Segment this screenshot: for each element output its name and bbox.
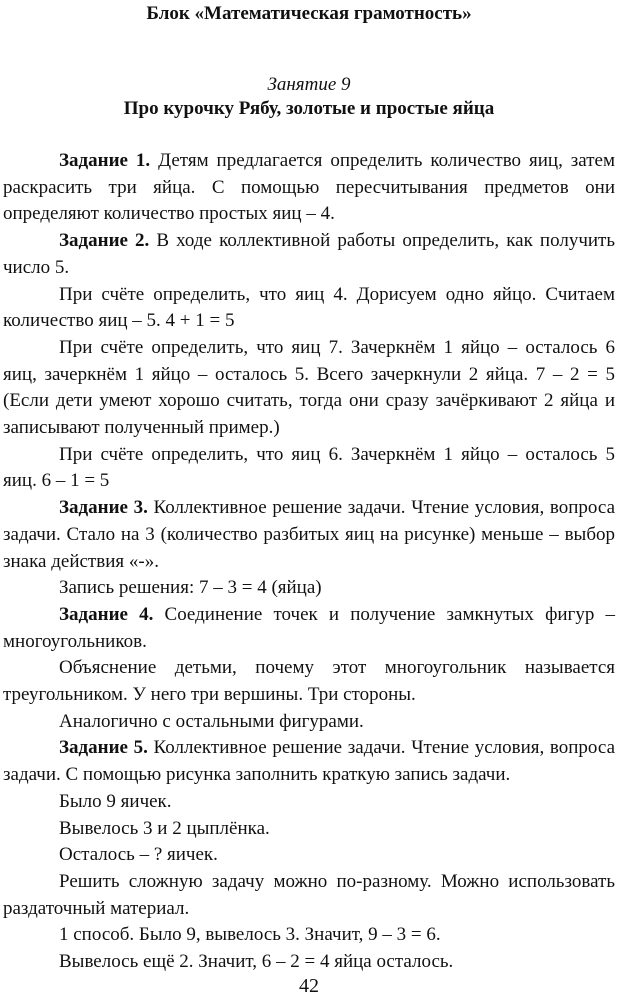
paragraph-text: Осталось – ? яичек. (59, 844, 218, 866)
paragraph (3, 148, 615, 228)
task-label: Задание 4. (59, 603, 154, 625)
paragraph-text: Решить сложную задачу можно по-разному. Можно использовать раздаточный материал. (3, 870, 615, 919)
paragraph (3, 602, 615, 655)
paragraph (3, 842, 615, 869)
paragraph-text: Коллективное решение задачи. Чтение условия, вопроса задачи. Стало на 3 (количество разбитых яиц на рисунке) меньше – выбор знака действия «-». (3, 497, 616, 572)
paragraph (3, 335, 615, 442)
paragraph-text: 1 способ. Было 9, вывелось 3. Значит, 9 – 3 = 6. (59, 924, 441, 946)
paragraph (3, 655, 615, 708)
paragraph-text: Запись решения: 7 – 3 = 4 (яйца) (59, 577, 322, 599)
paragraph-text: Вывелось ещё 2. Значит, 6 – 2 = 4 яйца осталось. (59, 951, 454, 973)
paragraph (3, 922, 615, 949)
paragraph-text: Детям предлагается определить количество яиц, затем раскрасить три яйца. С помощью пересчитывания предметов они определяют количество простых яиц – 4. (3, 150, 616, 225)
task-label: Задание 5. (59, 737, 148, 759)
paragraph-text: Объяснение детьми, почему этот многоугольник называется треугольником. У него три вершины. Три стороны. (3, 657, 615, 706)
body-text (3, 148, 615, 976)
paragraph-text: Аналогично с остальными фигурами. (59, 710, 364, 732)
paragraph (3, 816, 615, 843)
paragraph-text: Соединение точек и получение замкнутых фигур – многоугольников. (3, 603, 615, 652)
paragraph-text: При счёте определить, что яиц 7. Зачеркнём 1 яйцо – осталось 6 яиц, зачеркнём 1 яйцо – осталось 5. Всего зачеркнули 2 яйца. 7 – 2 = 5 (Если дети умеют хорошо считать, тогда они сразу зачёркивают 2 яйца и записывают полученный пример.) (3, 336, 615, 439)
paragraph-text: Было 9 яичек. (59, 790, 172, 812)
paragraph-text: Коллективное решение задачи. Чтение условия, вопроса задачи. С помощью рисунка заполнить краткую запись задачи. (3, 737, 616, 786)
paragraph-text: При счёте определить, что яиц 6. Зачеркнём 1 яйцо – осталось 5 яиц. 6 – 1 = 5 (3, 443, 615, 492)
lesson-label: Занятие 9 (267, 74, 351, 95)
block-header: Блок «Математическая грамотность» (146, 3, 472, 24)
paragraph-text: Вывелось 3 и 2 цыплёнка. (59, 817, 270, 839)
paragraph (3, 228, 615, 281)
paragraph (3, 282, 615, 335)
paragraph (3, 789, 615, 816)
task-label: Задание 3. (59, 497, 148, 519)
paragraph (3, 709, 615, 736)
paragraph (3, 575, 615, 602)
paragraph (3, 735, 615, 788)
page-number: 42 (299, 975, 319, 997)
paragraph (3, 949, 615, 976)
task-label: Задание 2. (59, 230, 150, 252)
paragraph-text: При счёте определить, что яиц 4. Дорисуем одно яйцо. Считаем количество яиц – 5. 4 + 1 = 5 (3, 283, 615, 332)
paragraph (3, 869, 615, 922)
lesson-title: Про курочку Рябу, золотые и простые яйца (123, 98, 495, 119)
paragraph (3, 495, 615, 575)
paragraph (3, 442, 615, 495)
task-label: Задание 1. (59, 150, 151, 171)
paragraph-text: В ходе коллективной работы определить, как получить число 5. (3, 230, 616, 278)
